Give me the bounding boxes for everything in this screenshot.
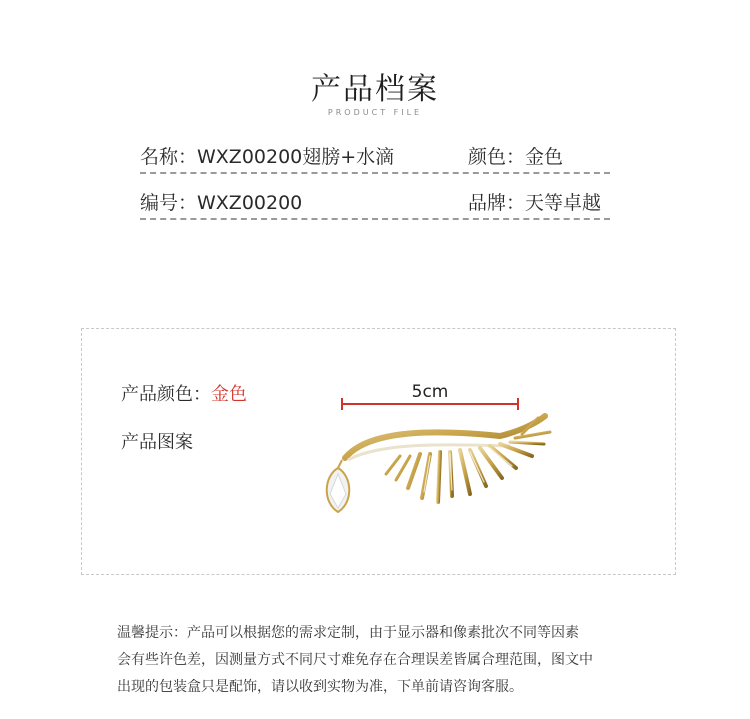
divider (140, 218, 610, 220)
notice-text (117, 620, 677, 701)
pattern-label: 产品图案 (121, 432, 193, 453)
notice-line: 会有些许色差，因测量方式不同尺寸难免存在合理误差皆属合理范围，图文中 (117, 652, 593, 668)
notice-line: 出现的包装盒只是配饰，请以收到实物为准，下单前请咨询客服。 (117, 679, 523, 695)
info-row-2 (140, 188, 610, 215)
color-row (121, 380, 247, 406)
product-color: 颜色：金色 (468, 146, 564, 168)
page-subtitle: PRODUCT FILE (327, 108, 423, 117)
size-label: 5cm (411, 382, 449, 402)
product-brand: 品牌：天等卓越 (468, 192, 602, 214)
product-code: 编号：WXZ00200 (140, 192, 303, 214)
color-value: 金色 (211, 384, 247, 405)
color-label: 产品颜色： (121, 384, 211, 405)
product-name: 名称：WXZ00200翅膀+水滴 (140, 146, 395, 168)
notice-line: 温馨提示：产品可以根据您的需求定制，由于显示器和像素批次不同等因素 (117, 625, 579, 641)
wing-brooch-image (300, 410, 560, 520)
page-title: 产品档案 (311, 72, 439, 107)
info-row-1 (140, 142, 610, 169)
divider (140, 172, 610, 174)
